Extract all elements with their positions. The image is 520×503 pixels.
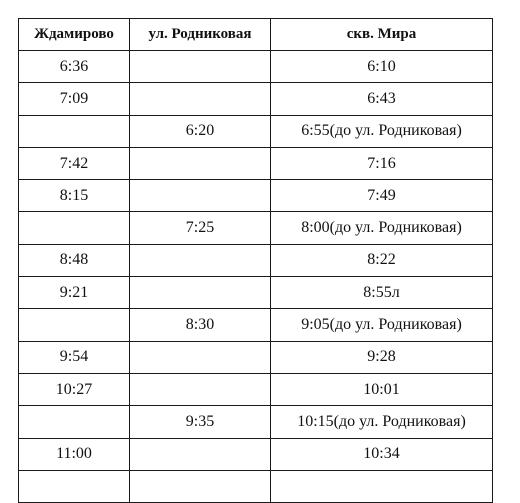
cell-zhdamirovo: 7:09	[19, 83, 130, 115]
cell-rodnikovaya: 8:30	[130, 309, 271, 341]
cell-rodnikovaya	[130, 438, 271, 470]
cell-rodnikovaya-cutoff	[130, 470, 271, 502]
table-row	[19, 406, 493, 438]
cell-zhdamirovo: 8:15	[19, 180, 130, 212]
cell-skv-mira: 8:00(до ул. Родниковая)	[271, 212, 493, 244]
header-skv-mira: скв. Мира	[271, 19, 493, 51]
cell-zhdamirovo: 9:54	[19, 341, 130, 373]
cell-zhdamirovo: 9:21	[19, 277, 130, 309]
cell-rodnikovaya	[130, 147, 271, 179]
bus-schedule-table	[18, 18, 493, 503]
cell-skv-mira: 8:55л	[271, 277, 493, 309]
cell-zhdamirovo	[19, 309, 130, 341]
table-row	[19, 51, 493, 83]
table-row	[19, 212, 493, 244]
cell-rodnikovaya	[130, 373, 271, 405]
cell-skv-mira: 7:16	[271, 147, 493, 179]
cell-rodnikovaya	[130, 277, 271, 309]
schedule-sheet	[18, 18, 492, 503]
cell-skv-mira: 10:34	[271, 438, 493, 470]
table-row	[19, 341, 493, 373]
table-row	[19, 83, 493, 115]
cell-skv-mira: 7:49	[271, 180, 493, 212]
cell-skv-mira: 9:05(до ул. Родниковая)	[271, 309, 493, 341]
table-row	[19, 244, 493, 276]
cell-zhdamirovo	[19, 212, 130, 244]
cell-skv-mira: 10:01	[271, 373, 493, 405]
cell-rodnikovaya	[130, 341, 271, 373]
cell-zhdamirovo: 8:48	[19, 244, 130, 276]
cell-skv-mira: 9:28	[271, 341, 493, 373]
cell-skv-mira: 10:15(до ул. Родниковая)	[271, 406, 493, 438]
cell-zhdamirovo: 7:42	[19, 147, 130, 179]
cell-rodnikovaya: 6:20	[130, 115, 271, 147]
cell-skv-mira: 8:22	[271, 244, 493, 276]
cell-rodnikovaya	[130, 180, 271, 212]
cell-rodnikovaya: 9:35	[130, 406, 271, 438]
table-row-cutoff	[19, 470, 493, 502]
cell-zhdamirovo: 6:36	[19, 51, 130, 83]
cell-zhdamirovo	[19, 115, 130, 147]
cell-rodnikovaya	[130, 83, 271, 115]
cell-rodnikovaya	[130, 244, 271, 276]
table-row	[19, 438, 493, 470]
table-row	[19, 373, 493, 405]
cell-zhdamirovo	[19, 406, 130, 438]
table-row	[19, 115, 493, 147]
cell-skv-mira-cutoff	[271, 470, 493, 502]
cell-zhdamirovo-cutoff	[19, 470, 130, 502]
table-row	[19, 277, 493, 309]
table-row	[19, 180, 493, 212]
cell-rodnikovaya: 7:25	[130, 212, 271, 244]
header-row	[19, 19, 493, 51]
cell-skv-mira: 6:55(до ул. Родниковая)	[271, 115, 493, 147]
cell-zhdamirovo: 11:00	[19, 438, 130, 470]
cell-skv-mira: 6:43	[271, 83, 493, 115]
header-rodnikovaya: ул. Родниковая	[130, 19, 271, 51]
cell-skv-mira: 6:10	[271, 51, 493, 83]
header-zhdamirovo: Ждамирово	[19, 19, 130, 51]
cell-rodnikovaya	[130, 51, 271, 83]
cell-zhdamirovo: 10:27	[19, 373, 130, 405]
table-row	[19, 309, 493, 341]
table-row	[19, 147, 493, 179]
